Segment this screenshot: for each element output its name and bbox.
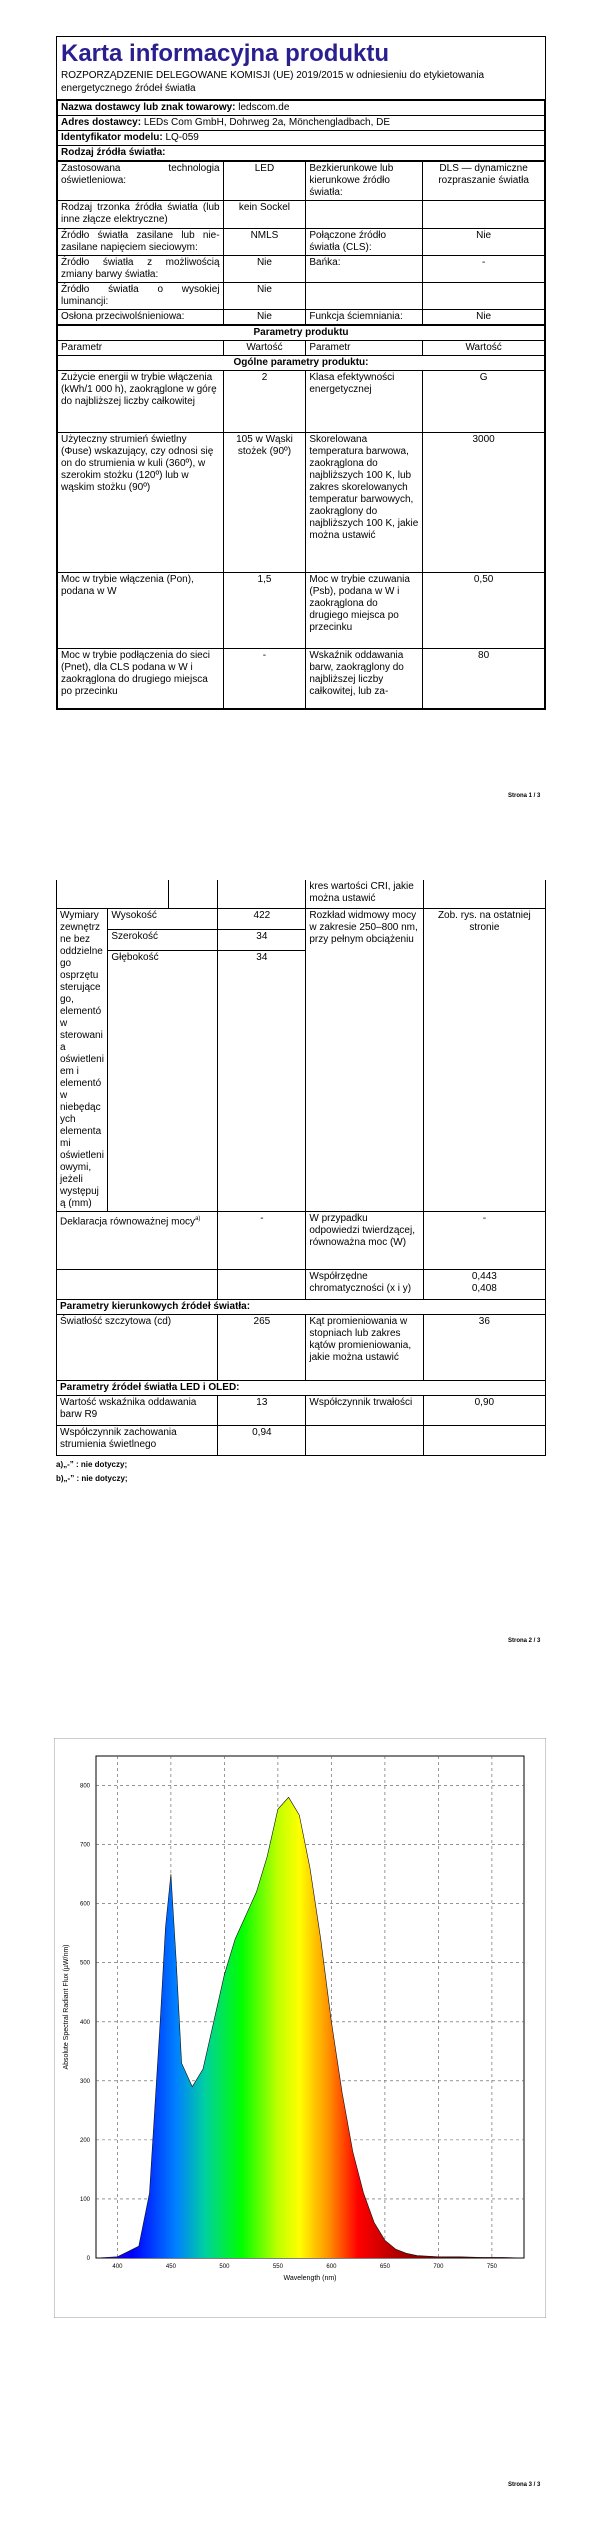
p1-cell: Użyteczny strumień świetlny (Φuse) wskazujący, czy odnosi się on do strumienia w kuli (360º), w szerokim stożku (120º) lub w wąskim stożku (90º) <box>58 433 224 573</box>
lumen-maintenance-value: 0,94 <box>218 1425 306 1455</box>
p1-cell: Zużycie energii w trybie włączenia (kWh/1 000 h), zaokrąglone w górę do najbliższej liczby całkowitej <box>58 371 224 433</box>
p1-cell: - <box>223 649 306 709</box>
x-tick-label: 550 <box>272 2264 283 2270</box>
page-title: Karta informacyjna produktu <box>61 40 390 67</box>
beam-angle-value: 36 <box>423 1314 545 1380</box>
src-cell: LED <box>223 162 306 201</box>
x-tick-label: 600 <box>326 2264 337 2270</box>
depth-label: Głębokość <box>108 950 218 1211</box>
p1-row <box>58 371 545 433</box>
src-cell: Nie <box>223 310 306 325</box>
spectrum-chart <box>54 1738 546 2318</box>
src-cell: Połączone źródło światła (CLS): <box>306 229 423 256</box>
params-table-p1 <box>57 325 545 709</box>
led-params-heading: Parametry źródeł światła LED i OLED: <box>57 1380 546 1395</box>
cri-range-continued: kres wartości CRI, jakie można ustawić <box>306 880 423 908</box>
chart-x-label: Wavelength (nm) <box>283 2275 337 2282</box>
height-value: 422 <box>218 908 306 929</box>
src-cell: Źródło światła o wysokiej luminancji: <box>58 283 224 310</box>
chromaticity-label: Współrzędne chromatyczności (x i y) <box>306 1269 423 1299</box>
src-cell: Nie <box>223 283 306 310</box>
model-id-row: Identyfikator modelu: LQ-059 <box>58 131 545 146</box>
source-type-table <box>57 161 545 325</box>
equivalent-power-w-label: W przypadku odpowiedzi twierdzącej, równoważna moc (W) <box>306 1211 423 1269</box>
src-cell: Nie <box>223 256 306 283</box>
src-cell: Bezkierunkowe lub kierunkowe źródło światła: <box>306 162 423 201</box>
x-tick-label: 450 <box>165 2264 176 2270</box>
src-cell: - <box>423 256 545 283</box>
src-row <box>58 310 545 325</box>
src-cell <box>423 201 545 229</box>
height-label: Wysokość <box>108 908 218 929</box>
width-label: Szerokość <box>108 929 218 950</box>
y-tick-label: 400 <box>79 2019 90 2026</box>
x-tick-label: 750 <box>486 2264 497 2270</box>
p1-row <box>58 433 545 573</box>
general-params-heading: Ogólne parametry produktu: <box>58 356 545 371</box>
src-row <box>58 256 545 283</box>
src-cell: Zastosowana technologia oświetleniowa: <box>58 162 224 201</box>
depth-value: 34 <box>218 950 306 1211</box>
survival-factor-label: Współczynnik trwałości <box>306 1395 423 1425</box>
dimensions-label: Wymiary zewnętrzne bez oddzielnego osprzętu sterującego, elementów sterowania oświetleniem i elementów niebędących elementami oświetleniowymi, jeżeli występują (mm) <box>57 908 108 1211</box>
x-tick-label: 700 <box>433 2264 444 2270</box>
page-number-1: Strona 1 / 3 <box>508 793 541 799</box>
p1-row <box>58 649 545 709</box>
col-value-header-2: Wartość <box>423 341 545 356</box>
y-tick-label: 300 <box>79 2078 90 2085</box>
x-tick-label: 650 <box>379 2264 390 2270</box>
params-table-p2 <box>56 880 546 1456</box>
src-cell: Bańka: <box>306 256 423 283</box>
p1-cell: 105 w Wąski stożek (90º) <box>223 433 306 573</box>
src-row <box>58 283 545 310</box>
spectral-distribution-value: Zob. rys. na ostatniej stronie <box>423 908 545 1211</box>
y-tick-label: 200 <box>79 2137 90 2144</box>
equivalent-power-value: - <box>218 1211 306 1269</box>
p1-cell: 0,50 <box>423 573 545 649</box>
src-cell <box>306 201 423 229</box>
supplier-table <box>57 100 545 161</box>
src-cell: Rodzaj trzonka źródła światła (lub inne złącze elektryczne) <box>58 201 224 229</box>
src-cell: Źródło światła z możliwością zmiany barwy światła: <box>58 256 224 283</box>
beam-angle-label: Kąt promieniowania w stopniach lub zakres kątów promieniowania, jakie można ustawić <box>306 1314 423 1380</box>
src-cell: Źródło światła zasilane lub nie-zasilane napięciem sieciowym: <box>58 229 224 256</box>
p1-row <box>58 573 545 649</box>
src-cell: NMLS <box>223 229 306 256</box>
x-tick-label: 500 <box>219 2264 230 2270</box>
src-row <box>58 162 545 201</box>
y-tick-label: 600 <box>79 1901 90 1908</box>
col-value-header: Wartość <box>223 341 306 356</box>
p1-cell: 2 <box>223 371 306 433</box>
src-cell: Nie <box>423 229 545 256</box>
page-number-2: Strona 2 / 3 <box>508 1638 541 1644</box>
spectral-distribution-label: Rozkład widmowy mocy w zakresie 250–800 nm, przy pełnym obciążeniu <box>306 908 423 1211</box>
p1-cell: G <box>423 371 545 433</box>
p1-cell: 1,5 <box>223 573 306 649</box>
p1-cell: Moc w trybie włączenia (Pon), podana w W <box>58 573 224 649</box>
r9-value: 13 <box>218 1395 306 1425</box>
supplier-address-row: Adres dostawcy: LEDs Com GmbH, Dohrweg 2a, Mönchengladbach, DE <box>58 116 545 131</box>
y-tick-label: 700 <box>79 1842 90 1849</box>
p1-cell: Wskaźnik oddawania barw, zaokrąglony do najbliższej liczby całkowitej, lub za- <box>306 649 423 709</box>
p1-cell: Moc w trybie podłączenia do sieci (Pnet), dla CLS podana w W i zaokrąglona do drugiego miejsca po przecinku <box>58 649 224 709</box>
col-param-header-2: Parametr <box>306 341 423 356</box>
p1-cell: 3000 <box>423 433 545 573</box>
src-cell: Funkcja ściemniania: <box>306 310 423 325</box>
footnote-b: b)„-” : nie dotyczy; <box>56 1473 128 1483</box>
src-cell: Osłona przeciwolśnieniowa: <box>58 310 224 325</box>
src-cell: kein Sockel <box>223 201 306 229</box>
col-param-header: Parametr <box>58 341 224 356</box>
directional-params-heading: Parametry kierunkowych źródeł światła: <box>57 1299 546 1314</box>
y-tick-label: 0 <box>86 2256 90 2262</box>
width-value: 34 <box>218 929 306 950</box>
source-type-heading: Rodzaj źródła światła: <box>58 146 545 161</box>
lumen-maintenance-label: Współczynnik zachowania strumienia świetlnego <box>57 1425 218 1455</box>
chart-y-label: Absolute Spectral Radiant Flux (µW/nm) <box>63 1944 70 2070</box>
page-number-3: Strona 3 / 3 <box>508 2482 541 2488</box>
equivalent-power-label: Deklaracja równoważnej mocy$^{a)}$ <box>57 1211 218 1269</box>
equivalent-power-w-value: - <box>423 1211 545 1269</box>
params-heading: Parametry produktu <box>58 326 545 341</box>
src-cell: Nie <box>423 310 545 325</box>
p1-cell: Moc w trybie czuwania (Psb), podana w W i zaokrąglona do drugiego miejsca po przecinku <box>306 573 423 649</box>
peak-intensity-value: 265 <box>218 1314 306 1380</box>
src-cell <box>306 283 423 310</box>
src-row <box>58 229 545 256</box>
supplier-name-row: Nazwa dostawcy lub znak towarowy: ledscom.de <box>58 101 545 116</box>
survival-factor-value: 0,90 <box>423 1395 545 1425</box>
footnote-a: a)„-” : nie dotyczy; <box>56 1459 128 1469</box>
y-tick-label: 800 <box>79 1783 90 1790</box>
src-cell: DLS — dynamiczne rozpraszanie światła <box>423 162 545 201</box>
p1-cell: Skorelowana temperatura barwowa, zaokrąglona do najbliższych 100 K, lub zakres skorelowanych temperatur barwowych, zaokrąglony do najbliższych 100 K, jakie można ustawić <box>306 433 423 573</box>
page-2-sheet <box>56 880 546 1486</box>
p1-cell: Klasa efektywności energetycznej <box>306 371 423 433</box>
y-tick-label: 100 <box>79 2196 90 2203</box>
y-tick-label: 500 <box>79 1960 90 1967</box>
peak-intensity-label: Światłość szczytowa (cd) <box>57 1314 218 1380</box>
page-1-sheet <box>56 36 546 710</box>
x-tick-label: 400 <box>112 2264 123 2270</box>
spectrum-chart-svg <box>54 1738 546 2318</box>
src-cell <box>423 283 545 310</box>
p1-cell: 80 <box>423 649 545 709</box>
chromaticity-values: 0,443 0,408 <box>423 1269 545 1299</box>
r9-label: Wartość wskaźnika oddawania barw R9 <box>57 1395 218 1425</box>
src-row <box>58 201 545 229</box>
regulation-text: ROZPORZĄDZENIE DELEGOWANE KOMISJI (UE) 2019/2015 w odniesieniu do etykietowania energetycznego źródeł światła <box>57 69 545 100</box>
